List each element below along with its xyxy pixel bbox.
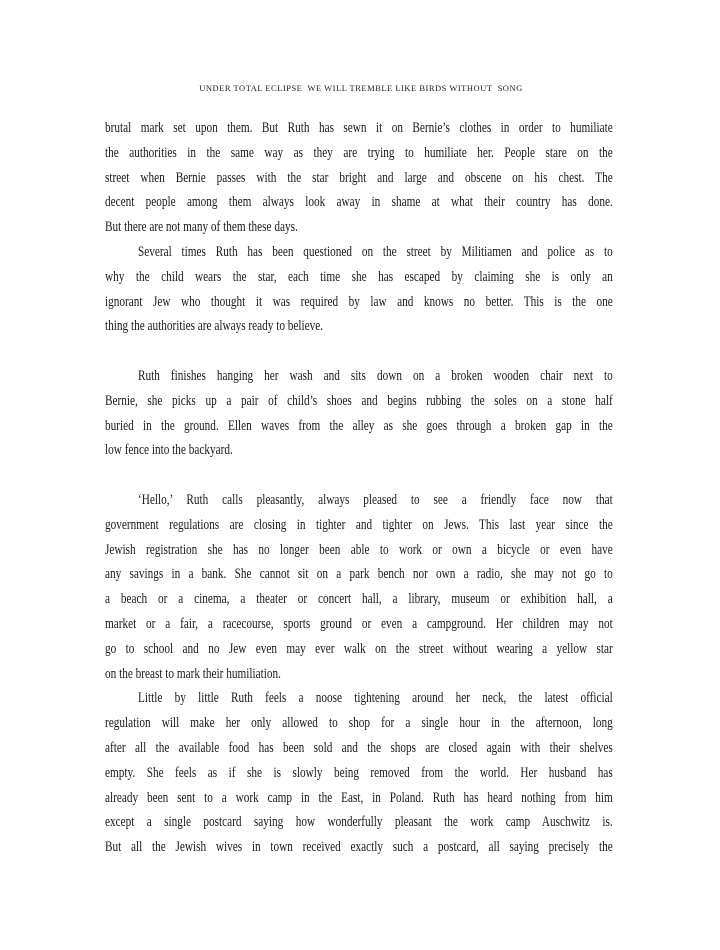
paragraph bbox=[105, 240, 613, 339]
text-line: low fence into the backyard. bbox=[105, 442, 233, 459]
text-line: government regulations are closing in tighter and tighter on Jews. This last year since the bbox=[105, 516, 613, 533]
text-line: decent people among them always look away in shame at what their country has done. bbox=[105, 194, 613, 211]
text-line: Several times Ruth has been questioned on the street by Militiamen and police as to bbox=[138, 243, 613, 260]
text-line: But all the Jewish wives in town received exactly such a postcard, all saying precisely the bbox=[105, 839, 613, 856]
text-line: Bernie, she picks up a pair of child’s shoes and begins rubbing the soles on a stone half bbox=[105, 392, 613, 409]
text-line: Jewish registration she has no longer been able to work or own a bicycle or even have bbox=[105, 541, 613, 558]
paragraph bbox=[105, 364, 613, 463]
text-line: a beach or a cinema, a theater or concert hall, a library, museum or exhibition hall, a bbox=[105, 591, 613, 608]
text-line: street when Bernie passes with the star bright and large and obscene on his chest. The bbox=[105, 169, 613, 186]
text-line: thing the authorities are always ready to believe. bbox=[105, 318, 324, 335]
paragraph bbox=[105, 116, 613, 240]
text-line: Little by little Ruth feels a noose tightening around her neck, the latest official bbox=[138, 690, 613, 707]
text-line: except a single postcard saying how wonderfully pleasant the work camp Auschwitz is. bbox=[105, 814, 613, 831]
text-line: regulation will make her only allowed to shop for a single hour in the afternoon, long bbox=[105, 715, 613, 732]
text-line: buried in the ground. Ellen waves from the alley as she goes through a broken gap in the bbox=[105, 417, 613, 434]
text-line: after all the available food has been sold and the shops are closed again with their shelves bbox=[105, 739, 613, 756]
text-line: market or a fair, a racecourse, sports ground or even a campground. Her children may not bbox=[105, 615, 613, 632]
text-line: Ruth finishes hanging her wash and sits down on a broken wooden chair next to bbox=[138, 367, 613, 384]
text-line: brutal mark set upon them. But Ruth has sewn it on Bernie’s clothes in order to humiliate bbox=[105, 120, 613, 136]
text-line: why the child wears the star, each time she has escaped by claiming she is only an bbox=[105, 268, 613, 285]
text-line: ‘Hello,’ Ruth calls pleasantly, always pleased to see a friendly face now that bbox=[138, 491, 613, 508]
running-header: UNDER TOTAL ECLIPSE WE WILL TREMBLE LIKE BIRDS WITHOUT SONG bbox=[199, 83, 523, 93]
page-body bbox=[105, 116, 613, 860]
text-line: But there are not many of them these days. bbox=[105, 219, 298, 236]
text-line: the authorities in the same way as they are trying to humiliate her. People stare on the bbox=[105, 144, 613, 161]
text-line: on the breast to mark their humiliation. bbox=[105, 665, 281, 682]
text-line: already been sent to a work camp in the East, in Poland. Ruth has heard nothing from him bbox=[105, 789, 613, 806]
text-line: ignorant Jew who thought it was required by law and knows no better. This is the one bbox=[105, 293, 613, 310]
text-line: empty. She feels as if she is slowly being removed from the world. Her husband has bbox=[105, 764, 613, 781]
text-line: go to school and no Jew even may ever walk on the street without wearing a yellow star bbox=[105, 640, 613, 657]
paragraph bbox=[105, 686, 613, 860]
text-line: any savings in a bank. She cannot sit on a park bench nor own a radio, she may not go to bbox=[105, 566, 613, 583]
paragraph bbox=[105, 488, 613, 686]
